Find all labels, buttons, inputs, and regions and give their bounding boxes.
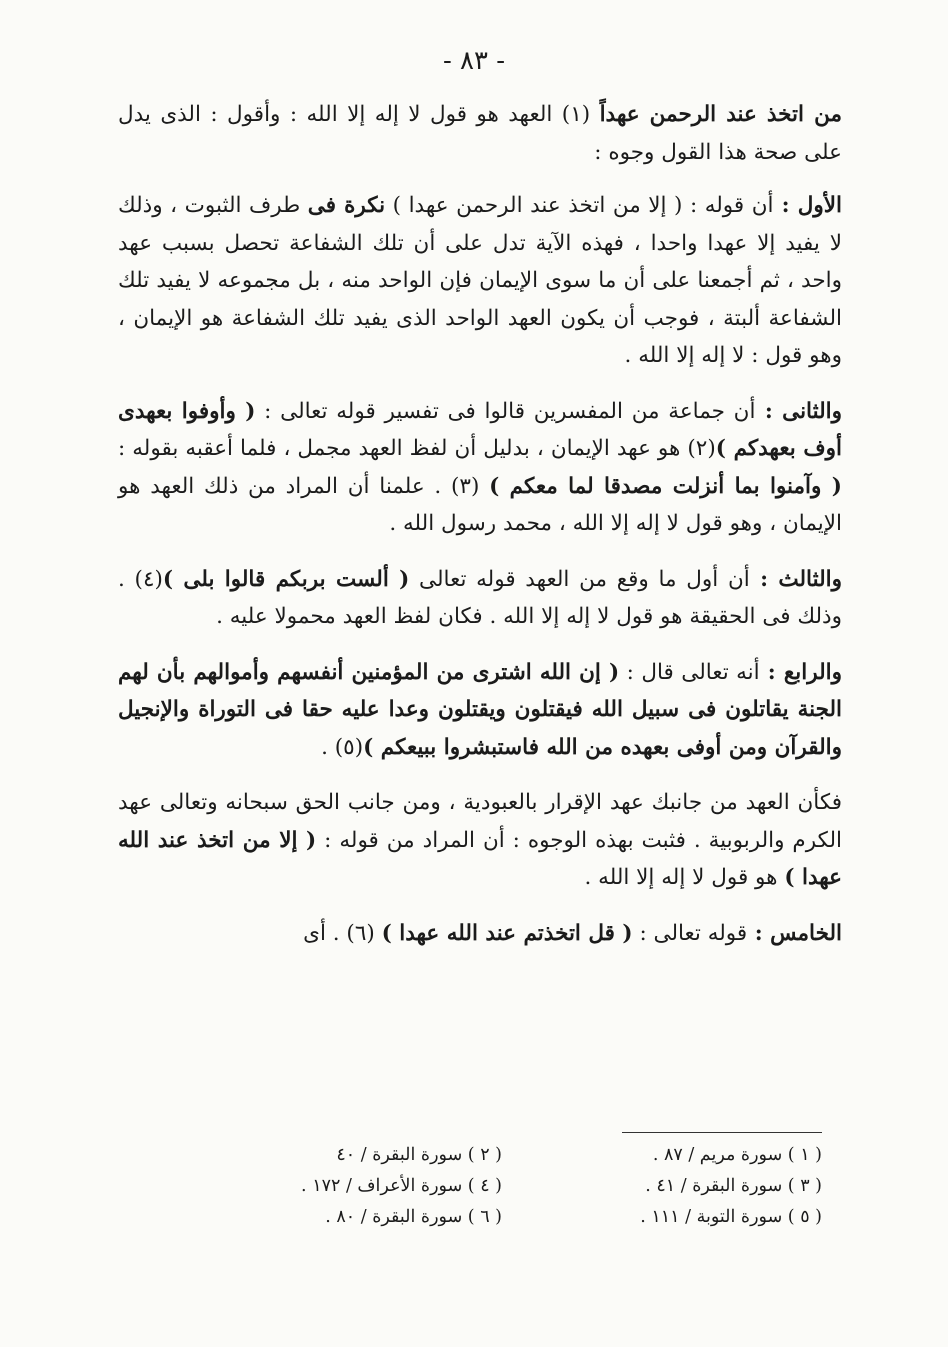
footnote-column-odd [522, 1140, 822, 1233]
paragraph-second [118, 393, 842, 543]
paragraph-text: فكأن العهد من جانبك عهد الإقرار بالعبودية ، ومن جانب الحق سبحانه وتعالى عهد الكرم والربوبية . فثبت بهذه الوجوه : أن المراد من قوله : [118, 790, 842, 853]
quran-quote: ( وأوفوا بعهدى أوف بعهدكم ) [118, 398, 842, 461]
paragraph-text: أن أول ما وقع من العهد قوله تعالى [409, 566, 750, 592]
paragraph-lead: والثانى : [755, 398, 842, 424]
paragraph-text: (١) العهد هو قول لا إله إلا الله : وأقول : الذى يدل على صحة هذا القول وجوه : [118, 102, 842, 165]
quran-quote: من اتخذ عند الرحمن عهداً [599, 102, 842, 127]
paragraph-text: (٦) . أى [303, 920, 382, 946]
footnote-5: ( ٥ ) سورة التوبة / ١١١ . [640, 1207, 822, 1227]
paragraph-lead: والرابع : [759, 659, 842, 685]
paragraph-text: (٥) . [321, 734, 364, 760]
paragraph-text: طرف الثبوت ، وذلك لا يفيد إلا عهدا واحدا ، فهذه الآية تدل على أن تلك الشفاعة تحصل بسبب عهد واحد ، ثم أجمعنا على أن ما سوى الإيمان فإن الواحد منه ، بل مجموعه لا يفيد تلك الشفاعة ألبتة ، فوجب أن يكون العهد الواحد الذى يفيد تلك الشفاعة هو الإيمان ، وهو قول : لا إله إلا الله . [118, 193, 842, 368]
paragraph-text: قوله تعالى : [632, 920, 748, 946]
footnote-2: ( ٢ ) سورة البقرة / ٤٠ [336, 1145, 502, 1165]
bold-phrase: نكرة فى [307, 193, 386, 218]
quran-quote: ( إن الله اشترى من المؤمنين أنفسهم وأموالهم بأن لهم الجنة يقاتلون فى سبيل الله فيقتلون ويقتلون وعدا عليه حقا فى التوراة والإنجيل والقرآن ومن أوفى بعهده من الله فاستبشروا ببيعكم ) [118, 659, 842, 760]
paragraph-third [118, 561, 842, 636]
paragraph-lead: الأول : [773, 193, 842, 218]
footnote-3: ( ٣ ) سورة البقرة / ٤١ . [645, 1176, 822, 1196]
paragraph-lead: والثالث : [749, 566, 842, 592]
quran-quote: ( وآمنوا بما أنزلت مصدقا لما معكم ) [489, 473, 842, 499]
footnote-1: ( ١ ) سورة مريم / ٨٧ . [652, 1145, 822, 1165]
paragraph-intro [118, 96, 842, 171]
paragraph-fourth [118, 654, 842, 767]
paragraph-text: (٤) . وذلك فى الحقيقة هو قول لا إله إلا الله . فكان لفظ العهد محمولا عليه . [118, 566, 842, 629]
paragraph-fifth [118, 915, 842, 953]
footnote-4: ( ٤ ) سورة الأعراف / ١٧٢ . [301, 1176, 502, 1196]
paragraph-lead: الخامس : [747, 920, 842, 946]
paragraph-text: أنه تعالى قال : [619, 659, 760, 685]
paragraph-first [118, 187, 842, 375]
paragraph-text: أن جماعة من المفسرين قالوا فى تفسير قوله تعالى : [255, 398, 756, 424]
paragraph-text: (٣) . علمنا أن المراد من ذلك العهد هو الإيمان ، وهو قول لا إله إلا الله ، محمد رسول الله . [118, 473, 842, 536]
main-text [118, 96, 842, 970]
paragraph-text: أن قوله : ( إلا من اتخذ عند الرحمن عهدا ) [385, 193, 774, 218]
quran-quote: ( قل اتخذتم عند الله عهدا ) [381, 920, 633, 946]
quran-quote: ( ألست بربكم قالوا بلى ) [162, 566, 410, 592]
paragraph-text: (٢) هو عهد الإيمان ، بدليل أن لفظ العهد مجمل ، فلما أعقبه بقوله : [118, 436, 716, 461]
page-number: - ٨٣ - [442, 46, 506, 76]
paragraph-fifth-intro [118, 784, 842, 897]
footnote-divider [622, 1132, 822, 1133]
footnote-column-even [202, 1140, 502, 1233]
paragraph-text: هو قول لا إله إلا الله . [584, 865, 785, 890]
footnote-6: ( ٦ ) سورة البقرة / ٨٠ . [325, 1207, 502, 1227]
quran-quote: ( إلا من اتخذ عند الله عهدا ) [118, 827, 842, 890]
